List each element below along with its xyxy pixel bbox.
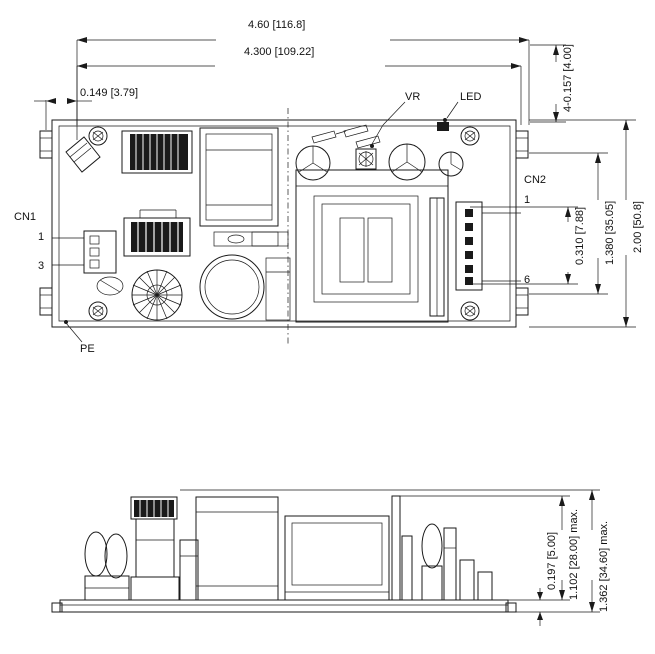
dim-mounting-width-label: 4.300 [109.22]	[244, 46, 315, 58]
leader-vr	[372, 102, 405, 144]
component-toroid-inductor	[132, 270, 182, 320]
component-round-part-2	[389, 144, 425, 180]
mounting-screw-top-left	[89, 127, 107, 145]
mounting-tab-left-top	[40, 131, 52, 158]
callout-vr-label: VR	[405, 91, 421, 103]
cn1-pin-last-label: 3	[38, 260, 45, 272]
side-view-component-transformer-1	[196, 497, 278, 600]
side-dim-extension-lines	[180, 490, 600, 612]
component-axial-part-1	[312, 131, 346, 143]
side-view-component-caps-left	[85, 532, 129, 600]
component-heatsink-left	[122, 131, 192, 173]
component-heatsink-right	[430, 198, 444, 316]
component-main-transformer	[296, 170, 448, 322]
cn2-pin-last-label: 6	[524, 274, 531, 286]
side-view-component-transformer-2	[285, 516, 389, 600]
component-block-right-of-transformer	[252, 232, 288, 246]
dim-hole-dia-label: 4-0.157 [4.00]	[562, 44, 574, 112]
component-round-part-1	[296, 146, 330, 180]
component-axial-part-2	[344, 125, 368, 137]
component-common-mode-choke	[124, 210, 190, 256]
side-view-component-right	[422, 524, 492, 600]
component-bulk-capacitor	[200, 255, 264, 319]
connector-cn1	[84, 231, 116, 273]
side-view-board	[52, 600, 516, 612]
dim-overall-width-label: 4.60 [116.8]	[248, 19, 306, 31]
side-view-component-heatsink	[392, 496, 412, 600]
dim-side-height-3-label: 1.362 [34.60] max.	[598, 520, 610, 612]
mounting-tab-left-bottom	[40, 288, 52, 315]
mounting-screw-bottom-right	[461, 302, 479, 320]
callout-cn2-label: CN2	[524, 174, 547, 186]
mounting-screw-top-right	[461, 127, 479, 145]
component-axial-part-3	[356, 136, 380, 148]
leader-pe	[66, 323, 82, 342]
component-vr-trimmer	[356, 149, 376, 169]
cn1-pin-first-label: 1	[38, 231, 45, 243]
component-angled-capacitor	[66, 137, 100, 172]
side-view-component-cap-mid	[180, 540, 198, 600]
leader-led	[447, 102, 458, 118]
dim-hole-dia-line	[530, 45, 566, 122]
dim-side-height-1-label: 0.197 [5.00]	[546, 531, 558, 590]
callout-cn1-label: CN1	[14, 211, 37, 223]
dim-inner-depth-label: 1.380 [35.05]	[604, 200, 616, 265]
connector-cn2	[456, 202, 482, 290]
mounting-tab-right-bottom	[516, 288, 528, 315]
mounting-screw-bottom-left	[89, 302, 107, 320]
component-lead-strip	[214, 232, 278, 246]
side-view-component-choke	[131, 497, 179, 600]
component-block-lower-middle	[266, 258, 290, 320]
dim-edge-offset-label: 0.149 [3.79]	[80, 87, 139, 99]
component-led	[437, 122, 449, 131]
component-round-part-3	[439, 152, 463, 176]
cn2-pin-first-label: 1	[524, 194, 531, 206]
mounting-tab-right-top	[516, 131, 528, 158]
dim-cn2-pitch-label: 0.310 [7.88]	[574, 206, 586, 265]
callout-led-label: LED	[460, 91, 482, 103]
dim-cn2-pitch-line	[470, 207, 578, 284]
callout-pe-label: PE	[80, 343, 95, 355]
component-small-capacitor-left	[97, 277, 123, 295]
component-transformer-top	[200, 128, 278, 226]
dim-overall-depth-label: 2.00 [50.8]	[632, 201, 644, 253]
dim-side-height-2-label: 1.102 [28.00] max.	[568, 508, 580, 600]
